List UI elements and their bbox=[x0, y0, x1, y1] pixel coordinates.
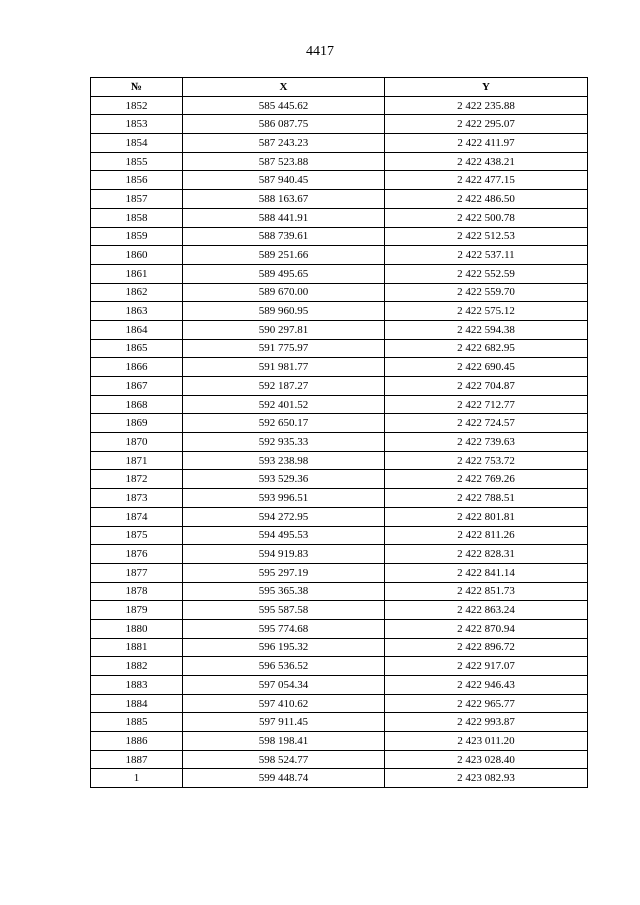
table-row bbox=[91, 470, 588, 489]
cell-x: 597 410.62 bbox=[183, 694, 385, 713]
cell-number: 1852 bbox=[91, 96, 183, 115]
cell-y: 2 422 788.51 bbox=[385, 489, 588, 508]
cell-number: 1879 bbox=[91, 601, 183, 620]
cell-x: 587 940.45 bbox=[183, 171, 385, 190]
table-row bbox=[91, 96, 588, 115]
cell-y: 2 422 486.50 bbox=[385, 190, 588, 209]
cell-number: 1 bbox=[91, 769, 183, 788]
cell-x: 590 297.81 bbox=[183, 320, 385, 339]
table-row bbox=[91, 414, 588, 433]
cell-number: 1880 bbox=[91, 619, 183, 638]
table-row bbox=[91, 171, 588, 190]
cell-number: 1875 bbox=[91, 526, 183, 545]
cell-number: 1864 bbox=[91, 320, 183, 339]
cell-y: 2 422 477.15 bbox=[385, 171, 588, 190]
cell-x: 591 981.77 bbox=[183, 358, 385, 377]
table-row bbox=[91, 713, 588, 732]
cell-number: 1863 bbox=[91, 302, 183, 321]
cell-number: 1870 bbox=[91, 433, 183, 452]
cell-x: 596 536.52 bbox=[183, 657, 385, 676]
table-row bbox=[91, 526, 588, 545]
cell-x: 593 238.98 bbox=[183, 451, 385, 470]
cell-number: 1859 bbox=[91, 227, 183, 246]
table-row bbox=[91, 227, 588, 246]
cell-x: 593 529.36 bbox=[183, 470, 385, 489]
cell-number: 1868 bbox=[91, 395, 183, 414]
cell-number: 1861 bbox=[91, 264, 183, 283]
cell-y: 2 422 724.57 bbox=[385, 414, 588, 433]
cell-y: 2 422 704.87 bbox=[385, 377, 588, 396]
cell-number: 1881 bbox=[91, 638, 183, 657]
cell-y: 2 422 712.77 bbox=[385, 395, 588, 414]
cell-x: 597 911.45 bbox=[183, 713, 385, 732]
table-row bbox=[91, 395, 588, 414]
table-row bbox=[91, 619, 588, 638]
cell-x: 588 163.67 bbox=[183, 190, 385, 209]
cell-y: 2 422 235.88 bbox=[385, 96, 588, 115]
cell-x: 587 523.88 bbox=[183, 152, 385, 171]
cell-y: 2 422 690.45 bbox=[385, 358, 588, 377]
cell-x: 588 441.91 bbox=[183, 208, 385, 227]
cell-y: 2 422 896.72 bbox=[385, 638, 588, 657]
cell-number: 1884 bbox=[91, 694, 183, 713]
cell-number: 1873 bbox=[91, 489, 183, 508]
cell-x: 595 297.19 bbox=[183, 563, 385, 582]
table-row bbox=[91, 208, 588, 227]
cell-number: 1877 bbox=[91, 563, 183, 582]
cell-x: 589 670.00 bbox=[183, 283, 385, 302]
cell-y: 2 422 512.53 bbox=[385, 227, 588, 246]
cell-y: 2 422 851.73 bbox=[385, 582, 588, 601]
cell-x: 585 445.62 bbox=[183, 96, 385, 115]
cell-y: 2 422 739.63 bbox=[385, 433, 588, 452]
cell-y: 2 422 965.77 bbox=[385, 694, 588, 713]
cell-y: 2 422 438.21 bbox=[385, 152, 588, 171]
cell-number: 1856 bbox=[91, 171, 183, 190]
cell-x: 592 401.52 bbox=[183, 395, 385, 414]
cell-number: 1887 bbox=[91, 750, 183, 769]
table-row bbox=[91, 246, 588, 265]
cell-x: 595 587.58 bbox=[183, 601, 385, 620]
cell-number: 1874 bbox=[91, 507, 183, 526]
table-row bbox=[91, 732, 588, 751]
cell-number: 1872 bbox=[91, 470, 183, 489]
cell-number: 1882 bbox=[91, 657, 183, 676]
cell-x: 592 935.33 bbox=[183, 433, 385, 452]
cell-x: 595 774.68 bbox=[183, 619, 385, 638]
table-row bbox=[91, 377, 588, 396]
cell-y: 2 422 870.94 bbox=[385, 619, 588, 638]
cell-number: 1854 bbox=[91, 134, 183, 153]
cell-number: 1866 bbox=[91, 358, 183, 377]
table-row bbox=[91, 115, 588, 134]
table-row bbox=[91, 283, 588, 302]
cell-y: 2 422 801.81 bbox=[385, 507, 588, 526]
cell-number: 1869 bbox=[91, 414, 183, 433]
table-row bbox=[91, 264, 588, 283]
cell-y: 2 422 594.38 bbox=[385, 320, 588, 339]
cell-y: 2 422 811.26 bbox=[385, 526, 588, 545]
cell-x: 591 775.97 bbox=[183, 339, 385, 358]
table-row bbox=[91, 339, 588, 358]
cell-y: 2 423 011.20 bbox=[385, 732, 588, 751]
cell-y: 2 422 841.14 bbox=[385, 563, 588, 582]
cell-y: 2 423 082.93 bbox=[385, 769, 588, 788]
cell-x: 592 650.17 bbox=[183, 414, 385, 433]
cell-number: 1862 bbox=[91, 283, 183, 302]
cell-number: 1876 bbox=[91, 545, 183, 564]
cell-x: 594 495.53 bbox=[183, 526, 385, 545]
cell-x: 589 495.65 bbox=[183, 264, 385, 283]
table-row bbox=[91, 694, 588, 713]
page-number: 4417 bbox=[306, 44, 334, 59]
table-row bbox=[91, 545, 588, 564]
table-row bbox=[91, 190, 588, 209]
table-row bbox=[91, 638, 588, 657]
cell-x: 597 054.34 bbox=[183, 676, 385, 695]
table-body bbox=[91, 96, 588, 787]
cell-number: 1878 bbox=[91, 582, 183, 601]
cell-y: 2 422 682.95 bbox=[385, 339, 588, 358]
table-row bbox=[91, 769, 588, 788]
table-row bbox=[91, 750, 588, 769]
cell-x: 595 365.38 bbox=[183, 582, 385, 601]
cell-x: 589 251.66 bbox=[183, 246, 385, 265]
header-y: Y bbox=[385, 78, 588, 97]
cell-x: 596 195.32 bbox=[183, 638, 385, 657]
cell-x: 598 524.77 bbox=[183, 750, 385, 769]
cell-number: 1860 bbox=[91, 246, 183, 265]
cell-x: 588 739.61 bbox=[183, 227, 385, 246]
cell-number: 1858 bbox=[91, 208, 183, 227]
table-row bbox=[91, 563, 588, 582]
cell-number: 1865 bbox=[91, 339, 183, 358]
cell-number: 1853 bbox=[91, 115, 183, 134]
table-row bbox=[91, 601, 588, 620]
cell-y: 2 422 537.11 bbox=[385, 246, 588, 265]
table-row bbox=[91, 320, 588, 339]
cell-y: 2 422 863.24 bbox=[385, 601, 588, 620]
cell-y: 2 422 769.26 bbox=[385, 470, 588, 489]
cell-x: 592 187.27 bbox=[183, 377, 385, 396]
table-row bbox=[91, 358, 588, 377]
cell-y: 2 422 828.31 bbox=[385, 545, 588, 564]
cell-y: 2 422 552.59 bbox=[385, 264, 588, 283]
cell-number: 1871 bbox=[91, 451, 183, 470]
table-row bbox=[91, 507, 588, 526]
cell-number: 1885 bbox=[91, 713, 183, 732]
cell-y: 2 422 753.72 bbox=[385, 451, 588, 470]
cell-y: 2 422 500.78 bbox=[385, 208, 588, 227]
cell-x: 599 448.74 bbox=[183, 769, 385, 788]
header-number: № bbox=[91, 78, 183, 97]
table-row bbox=[91, 134, 588, 153]
cell-number: 1855 bbox=[91, 152, 183, 171]
coordinates-table bbox=[90, 77, 588, 788]
cell-number: 1886 bbox=[91, 732, 183, 751]
cell-x: 589 960.95 bbox=[183, 302, 385, 321]
cell-y: 2 422 295.07 bbox=[385, 115, 588, 134]
cell-number: 1867 bbox=[91, 377, 183, 396]
cell-number: 1857 bbox=[91, 190, 183, 209]
cell-y: 2 423 028.40 bbox=[385, 750, 588, 769]
table-row bbox=[91, 451, 588, 470]
table-row bbox=[91, 433, 588, 452]
cell-y: 2 422 946.43 bbox=[385, 676, 588, 695]
cell-x: 593 996.51 bbox=[183, 489, 385, 508]
cell-y: 2 422 411.97 bbox=[385, 134, 588, 153]
cell-y: 2 422 993.87 bbox=[385, 713, 588, 732]
table-row bbox=[91, 657, 588, 676]
table-row bbox=[91, 582, 588, 601]
cell-y: 2 422 917.07 bbox=[385, 657, 588, 676]
cell-y: 2 422 559.70 bbox=[385, 283, 588, 302]
table-row bbox=[91, 489, 588, 508]
table-row bbox=[91, 152, 588, 171]
table-row bbox=[91, 676, 588, 695]
table-row bbox=[91, 302, 588, 321]
cell-number: 1883 bbox=[91, 676, 183, 695]
header-row bbox=[91, 78, 588, 97]
cell-x: 594 919.83 bbox=[183, 545, 385, 564]
header-x: X bbox=[183, 78, 385, 97]
table-header bbox=[91, 78, 588, 97]
cell-x: 587 243.23 bbox=[183, 134, 385, 153]
cell-y: 2 422 575.12 bbox=[385, 302, 588, 321]
cell-x: 594 272.95 bbox=[183, 507, 385, 526]
cell-x: 586 087.75 bbox=[183, 115, 385, 134]
cell-x: 598 198.41 bbox=[183, 732, 385, 751]
